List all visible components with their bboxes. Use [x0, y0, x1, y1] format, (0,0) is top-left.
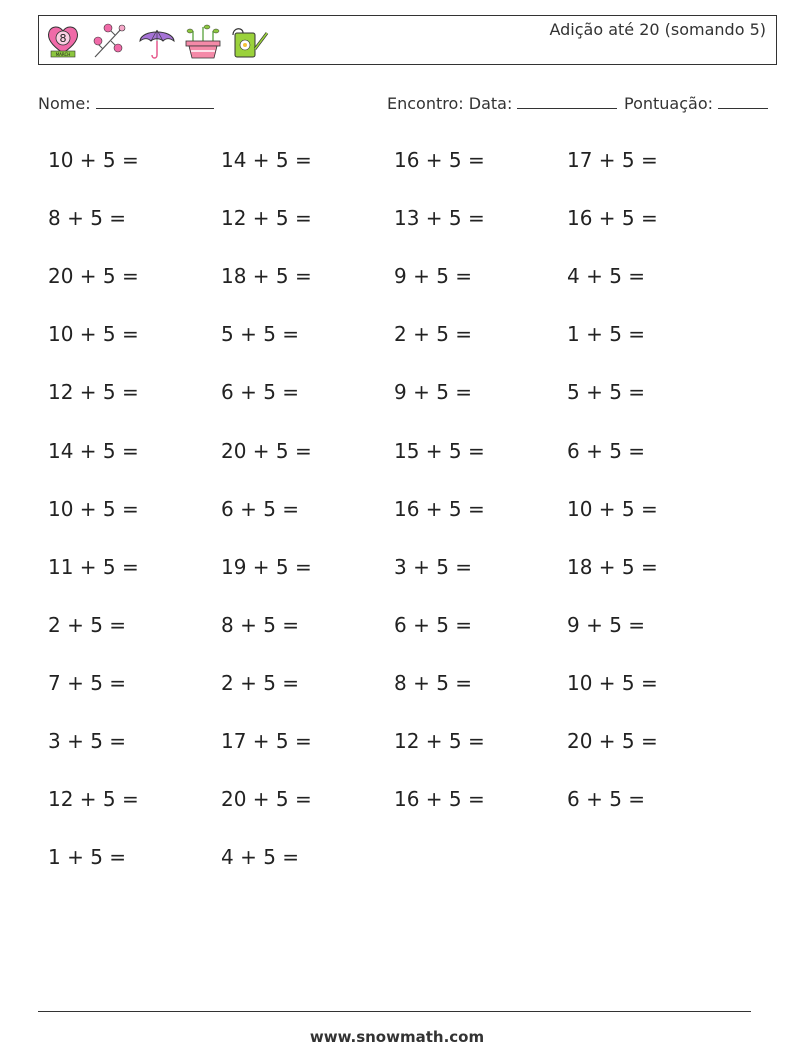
problem-item: 5 + 5 =	[567, 380, 646, 404]
problem-item: 9 + 5 =	[394, 380, 473, 404]
problem-item: 6 + 5 =	[221, 380, 300, 404]
problem-item: 8 + 5 =	[394, 671, 473, 695]
problem-item: 2 + 5 =	[48, 613, 127, 637]
problem-item: 12 + 5 =	[221, 206, 312, 230]
problem-item: 6 + 5 =	[394, 613, 473, 637]
problem-item: 7 + 5 =	[48, 671, 127, 695]
problem-item: 19 + 5 =	[221, 555, 312, 579]
problem-item: 16 + 5 =	[394, 148, 485, 172]
name-field[interactable]	[38, 92, 214, 113]
problem-item: 1 + 5 =	[48, 845, 127, 869]
problem-item: 15 + 5 =	[394, 439, 485, 463]
problem-item: 6 + 5 =	[221, 497, 300, 521]
problem-item: 8 + 5 =	[48, 206, 127, 230]
watering-can-icon	[229, 21, 271, 61]
problem-item: 4 + 5 =	[221, 845, 300, 869]
problem-item: 20 + 5 =	[567, 729, 658, 753]
date-field[interactable]	[387, 92, 617, 113]
problem-item: 18 + 5 =	[221, 264, 312, 288]
badge-number: 8	[59, 32, 67, 45]
meeting-date-label: Encontro: Data:	[387, 94, 513, 113]
problem-item: 10 + 5 =	[567, 497, 658, 521]
problem-item: 12 + 5 =	[48, 787, 139, 811]
problem-item: 12 + 5 =	[394, 729, 485, 753]
heart-badge-icon	[45, 21, 81, 61]
problem-item: 9 + 5 =	[394, 264, 473, 288]
flower-branch-icon	[89, 21, 129, 61]
problem-item: 9 + 5 =	[567, 613, 646, 637]
problem-item: 20 + 5 =	[221, 787, 312, 811]
worksheet-header	[38, 15, 777, 65]
name-blank[interactable]	[96, 92, 214, 109]
score-blank[interactable]	[718, 92, 768, 109]
problem-item: 3 + 5 =	[394, 555, 473, 579]
worksheet-title: Adição até 20 (somando 5)	[549, 20, 766, 39]
problem-item: 14 + 5 =	[221, 148, 312, 172]
problem-item: 10 + 5 =	[48, 148, 139, 172]
problem-item: 10 + 5 =	[48, 322, 139, 346]
problem-item: 11 + 5 =	[48, 555, 139, 579]
problem-item: 6 + 5 =	[567, 787, 646, 811]
date-blank[interactable]	[517, 92, 617, 109]
problem-item: 3 + 5 =	[48, 729, 127, 753]
problem-item: 2 + 5 =	[394, 322, 473, 346]
problem-item: 16 + 5 =	[394, 497, 485, 521]
footer-url: www.snowmath.com	[309, 1028, 485, 1046]
problem-item: 17 + 5 =	[221, 729, 312, 753]
problem-item: 4 + 5 =	[567, 264, 646, 288]
problem-item: 8 + 5 =	[221, 613, 300, 637]
problem-item: 1 + 5 =	[567, 322, 646, 346]
problem-item: 10 + 5 =	[567, 671, 658, 695]
problem-item: 10 + 5 =	[48, 497, 139, 521]
problem-item: 18 + 5 =	[567, 555, 658, 579]
problem-item: 14 + 5 =	[48, 439, 139, 463]
badge-label: MARCH	[55, 52, 71, 57]
score-label: Pontuação:	[624, 94, 714, 113]
umbrella-icon	[137, 21, 177, 61]
problem-item: 13 + 5 =	[394, 206, 485, 230]
name-label: Nome:	[38, 94, 91, 113]
seedling-pot-icon	[183, 21, 223, 61]
problem-item: 12 + 5 =	[48, 380, 139, 404]
problem-item: 20 + 5 =	[221, 439, 312, 463]
problem-item: 2 + 5 =	[221, 671, 300, 695]
problem-item: 20 + 5 =	[48, 264, 139, 288]
footer-divider	[38, 1011, 751, 1012]
problem-item: 16 + 5 =	[394, 787, 485, 811]
problem-item: 17 + 5 =	[567, 148, 658, 172]
problem-item: 6 + 5 =	[567, 439, 646, 463]
problem-item: 5 + 5 =	[221, 322, 300, 346]
problem-item: 16 + 5 =	[567, 206, 658, 230]
score-field[interactable]	[624, 92, 768, 113]
